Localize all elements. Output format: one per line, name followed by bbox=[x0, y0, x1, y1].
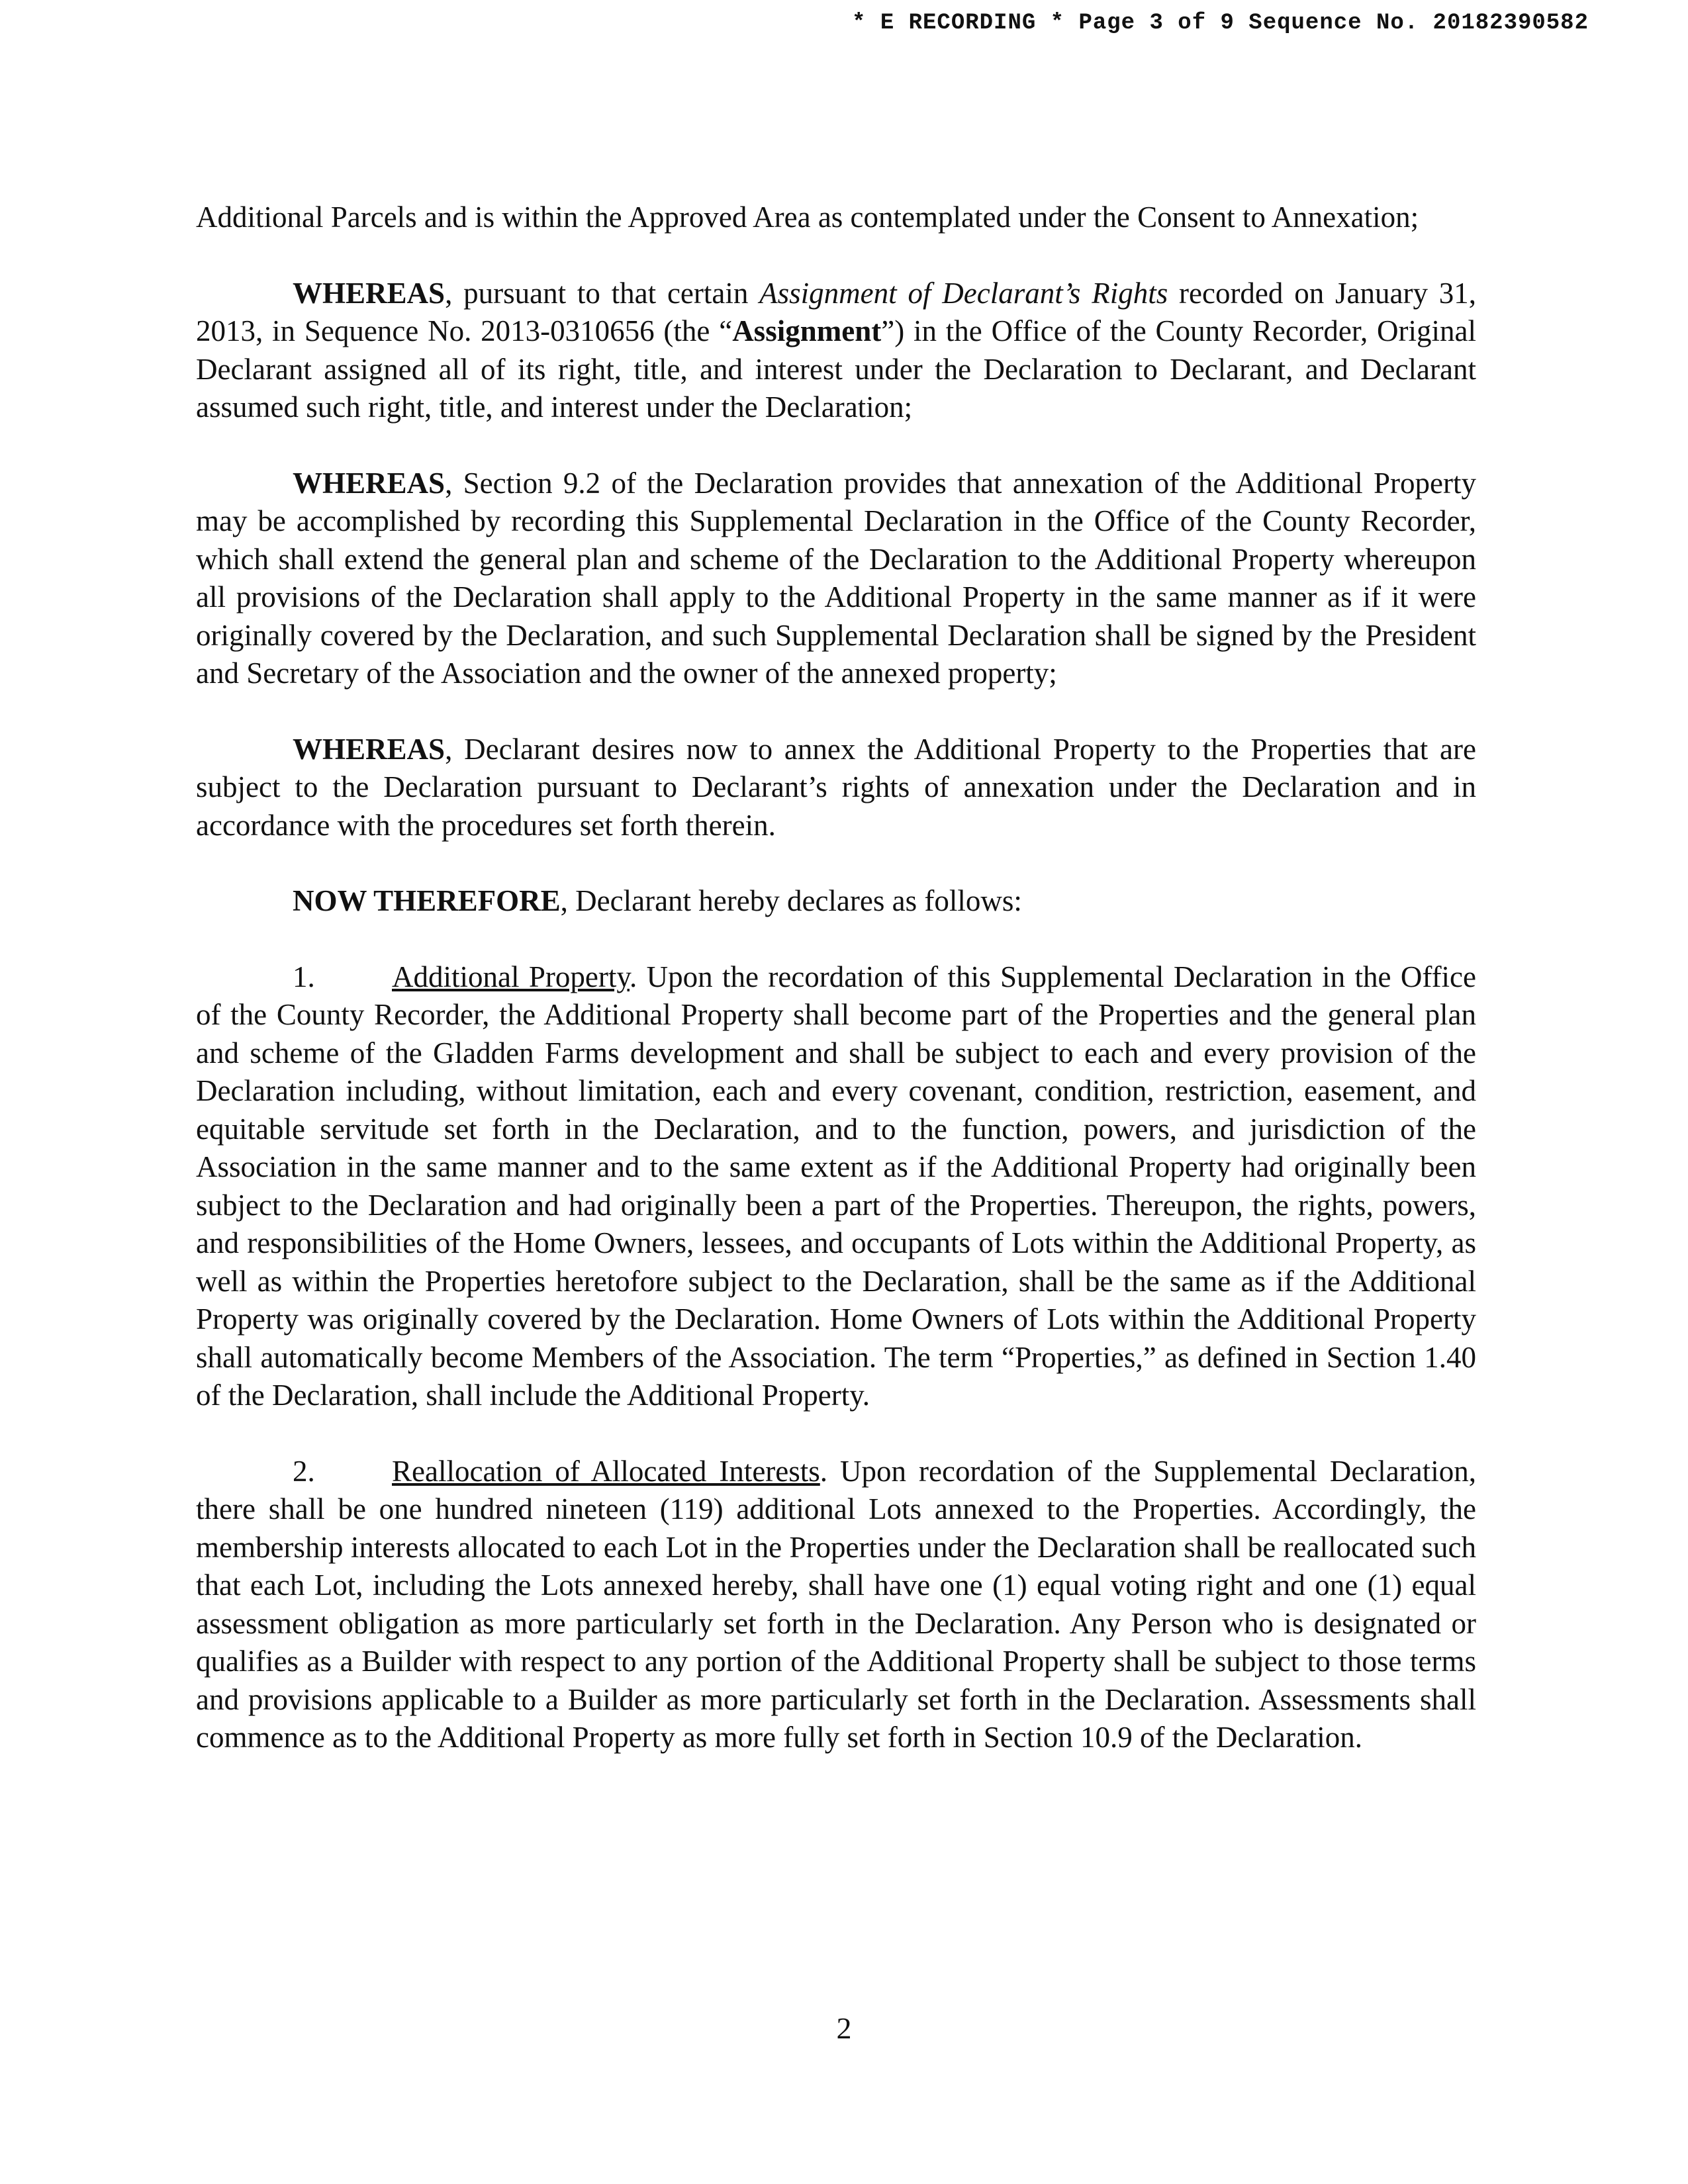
now-therefore-lead: NOW THEREFORE bbox=[293, 884, 561, 917]
paragraph-whereas-annex bbox=[196, 731, 1476, 845]
whereas-lead: WHEREAS bbox=[293, 732, 445, 766]
paragraph-text: , pursuant to that certain bbox=[445, 276, 760, 310]
section-1-additional-property bbox=[196, 958, 1476, 1415]
paragraph-text: ”) in the Office of the County Recorder, Original Declarant assigned all of its right, title, and interest under the Declaration to Declarant, and Declarant assumed such right, title, and interest under the Declaration; bbox=[196, 314, 1477, 424]
paragraph-now-therefore bbox=[196, 882, 1476, 921]
whereas-lead: WHEREAS bbox=[293, 276, 445, 310]
paragraph-text: recorded on January 31, 2013, in Sequence No. 2013-0310656 (the “ bbox=[196, 276, 1476, 347]
paragraph-text: , Section 9.2 of the Declaration provides that annexation of the Additional Property may be accomplished by recording this Supplemental Declaration in the Office of the County Recorder, which shall extend the general plan and scheme of the Declaration to the Additional Property whereupon all provisions of the Declaration shall apply to the Additional Property in the same manner as if it were originally covered by the Declaration, and such Supplemental Declaration shall be signed by the President and Secretary of the Association and the owner of the annexed property; bbox=[196, 466, 1476, 690]
section-number: 1. bbox=[293, 960, 315, 993]
paragraph-text: , Declarant hereby declares as follows: bbox=[560, 884, 1022, 917]
defined-term: Assignment bbox=[732, 314, 882, 347]
section-text: . Upon recordation of the Supplemental Declaration, there shall be one hundred nineteen (119) additional Lots annexed to the Properties. Accordingly, the membership interests allocated to each Lot in the Properties under the Declaration shall be reallocated such that each Lot, including the Lots annexed hereby, shall have one (1) equal voting right and one (1) equal assessment obligation as more particularly set forth in the Declaration. Any Person who is designated or qualifies as a Builder with respect to any portion of the Additional Property shall be subject to those terms and provisions applicable to a Builder as more particularly set forth in the Declaration. Assessments shall commence as to the Additional Property as more fully set forth in Section 10.9 of the Declaration. bbox=[196, 1454, 1476, 1754]
whereas-lead: WHEREAS bbox=[293, 466, 445, 500]
section-text: . Upon the recordation of this Supplemental Declaration in the Office of the County Recorder, the Additional Property shall become part of the Properties and the general plan and scheme of the Gladden Farms development and shall be subject to each and every provision of the Declaration including, without limitation, each and every covenant, condition, restriction, easement, and equitable servitude set forth in the Declaration, and to the function, powers, and jurisdiction of the Association in the same manner and to the same extent as if the Additional Property had originally been subject to the Declaration and had originally been a part of the Properties. Thereupon, the rights, powers, and responsibilities of the Home Owners, lessees, and occupants of Lots within the Additional Property, as well as within the Properties heretofore subject to the Declaration, shall be the same as if the Additional Property was originally covered by the Declaration. Home Owners of Lots within the Additional Property shall automatically become Members of the Association. The term “Properties,” as defined in Section 1.40 of the Declaration, shall include the Additional Property. bbox=[196, 960, 1476, 1412]
paragraph-whereas-assignment bbox=[196, 275, 1476, 427]
paragraph-annexation-continued: Additional Parcels and is within the Approved Area as contemplated under the Consent to Annexation; bbox=[196, 201, 1419, 234]
paragraph-whereas-section-9-2 bbox=[196, 465, 1476, 693]
assignment-title: Assignment of Declarant’s Rights bbox=[759, 276, 1168, 310]
section-number: 2. bbox=[293, 1454, 315, 1488]
section-title: Additional Property bbox=[392, 960, 630, 993]
paragraph-text: , Declarant desires now to annex the Additional Property to the Properties that are subject to the Declaration pursuant to Declarant’s rights of annexation under the Declaration and in accordance with the procedures set forth therein. bbox=[196, 732, 1476, 842]
page-number: 2 bbox=[836, 2011, 852, 2045]
section-2-reallocation bbox=[196, 1453, 1476, 1757]
recording-header: * E RECORDING * Page 3 of 9 Sequence No. 20182390582 bbox=[852, 11, 1589, 36]
document-body bbox=[196, 199, 1476, 1795]
section-title: Reallocation of Allocated Interests bbox=[392, 1454, 820, 1488]
